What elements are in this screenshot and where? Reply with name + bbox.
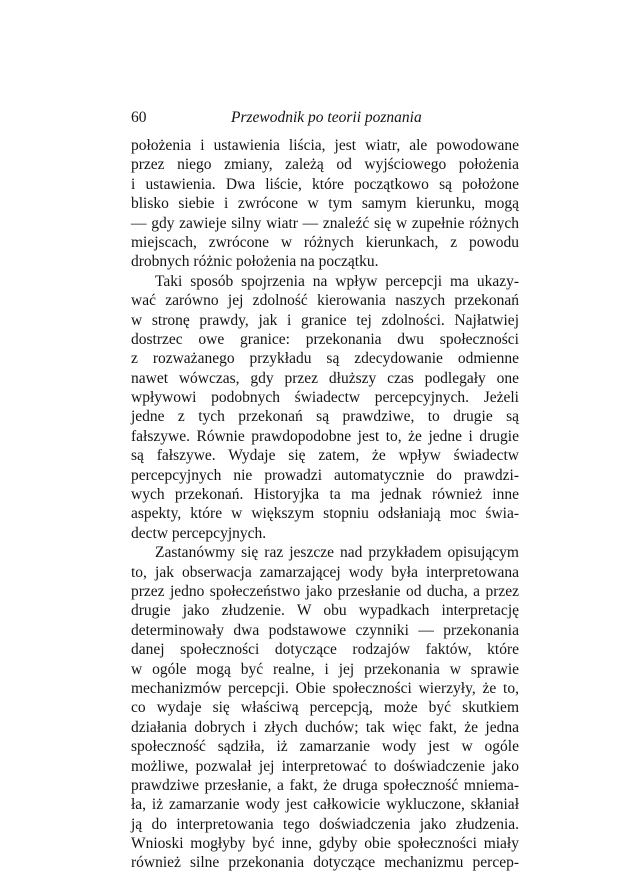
text-line: ją do interpretowania tego doświadczenia jako złudzenia. <box>131 815 519 833</box>
text-line: prawdziwe przesłanie, a fakt, że druga społeczność mniema- <box>131 776 519 794</box>
page-header <box>131 108 519 128</box>
text-line: jedne z tych przekonań są prawdziwe, to drugie są <box>131 408 519 426</box>
page-number: 60 <box>131 109 147 126</box>
text-line: to, jak obserwacja zamarzającej wody była interpretowana <box>131 563 519 581</box>
text-line: danej społeczności dotyczące rodzajów faktów, które <box>131 641 519 659</box>
text-line: drobnych różnic położenia na początku. <box>131 253 379 271</box>
text-line: mechanizmów percepcji. Obie społeczności wierzyły, że to, <box>131 679 519 697</box>
text-line: położenia i ustawienia liścia, jest wiatr, ale powodowane <box>131 137 519 154</box>
text-line: determinowały dwa podstawowe czynniki — przekonania <box>131 621 519 639</box>
text-line: w stronę prawdy, jak i granice tej zdolności. Najłatwiej <box>131 311 519 329</box>
paragraph <box>131 272 519 543</box>
text-line: dostrzec owe granice: przekonania dwu społeczności <box>131 330 519 348</box>
text-line: są fałszywe. Wydaje się zatem, że wpływ świadectw <box>131 447 519 465</box>
text-line: Taki sposób spojrzenia na wpływ percepcji ma ukazy- <box>155 272 519 290</box>
text-line: wpływowi podobnych świadectw percepcyjnych. Jeżeli <box>131 389 519 407</box>
text-line: nawet wówczas, gdy przez dłuższy czas podlegały one <box>131 369 519 387</box>
text-line: i ustawienia. Dwa liście, które początkowo są położone <box>131 175 519 193</box>
text-line: możliwe, pozwalał jej interpretować to doświadczenie jako <box>131 757 519 775</box>
text-line: w ogóle mogą być realne, i jej przekonania w sprawie <box>131 660 519 678</box>
text-line: miejscach, zwrócone w różnych kierunkach, z powodu <box>131 233 519 251</box>
text-line: przez jedno społeczeństwo jako przesłanie od ducha, a przez <box>131 582 519 600</box>
text-line: wać zarówno jej zdolność kierowania naszych przekonań <box>131 292 519 310</box>
text-line: z rozważanego przykładu są zdecydowanie odmienne <box>131 350 519 368</box>
text-line: działania dobrych i złych duchów; tak więc fakt, że jedna <box>131 718 519 736</box>
body-text <box>131 136 519 873</box>
text-line: drugie jako złudzenie. W obu wypadkach interpretację <box>131 602 519 620</box>
text-line: ła, iż zamarzanie wody jest całkowicie wykluczone, skłaniał <box>131 796 519 814</box>
text-line: przez niego zmiany, zależą od wyjściowego położenia <box>131 156 519 174</box>
text-line: — gdy zawieje silny wiatr — znaleźć się w zupełnie różnych <box>131 214 519 232</box>
text-line: blisko siebie i zwrócone w tym samym kierunku, mogą <box>131 195 519 213</box>
text-line: dectw percepcyjnych. <box>131 524 267 542</box>
text-line: percepcyjnych nie prowadzi automatycznie do prawdzi- <box>131 466 519 484</box>
text-line: Wnioski mogłyby być inne, gdyby obie społeczności miały <box>131 835 519 853</box>
text-line: fałszywe. Równie prawdopodobne jest to, że jedne i drugie <box>131 427 519 445</box>
text-line: również silne przekonania dotyczące mechanizmu percep- <box>131 854 519 872</box>
text-line: społeczność sądziła, iż zamarzanie wody jest w ogóle <box>131 738 519 756</box>
text-line: co wydaje się właściwą percepcją, może być skutkiem <box>131 699 519 717</box>
text-line: wych przekonań. Historyjka ta ma jednak również inne <box>131 486 519 504</box>
running-title: Przewodnik po teorii poznania <box>231 109 422 126</box>
text-line: Zastanówmy się raz jeszcze nad przykładem opisującym <box>155 544 519 562</box>
text-line: aspekty, które w większym stopniu odsłaniają moc świa- <box>131 505 519 523</box>
paragraph <box>131 136 519 272</box>
paragraph <box>131 543 519 873</box>
